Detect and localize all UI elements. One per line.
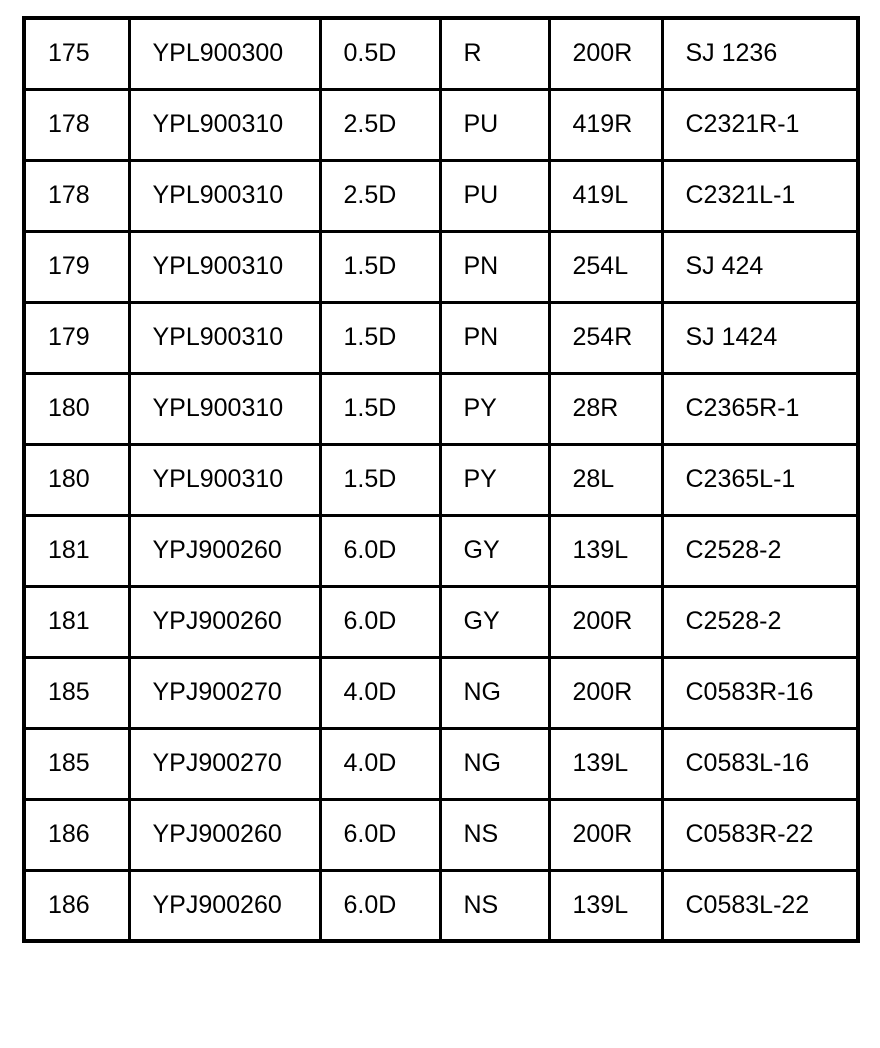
type-code-cell: NS xyxy=(440,870,549,941)
table-row xyxy=(24,302,858,373)
part-code-cell: YPL900310 xyxy=(129,302,320,373)
table-row xyxy=(24,160,858,231)
type-code-cell: NG xyxy=(440,728,549,799)
size-code-cell: 139L xyxy=(549,728,662,799)
type-code-cell: PN xyxy=(440,231,549,302)
part-code-cell: YPL900310 xyxy=(129,444,320,515)
power-cell: 6.0D xyxy=(320,515,440,586)
type-code-cell: PY xyxy=(440,444,549,515)
size-code-cell: 200R xyxy=(549,799,662,870)
table-row xyxy=(24,799,858,870)
power-cell: 2.5D xyxy=(320,89,440,160)
type-code-cell: PY xyxy=(440,373,549,444)
power-cell: 6.0D xyxy=(320,586,440,657)
reference-cell: C2365R-1 xyxy=(662,373,858,444)
part-code-cell: YPL900310 xyxy=(129,373,320,444)
reference-cell: C2321R-1 xyxy=(662,89,858,160)
type-code-cell: R xyxy=(440,18,549,89)
data-table xyxy=(22,16,860,943)
table-row xyxy=(24,18,858,89)
part-code-cell: YPJ900260 xyxy=(129,799,320,870)
row-number-cell: 181 xyxy=(24,586,129,657)
reference-cell: C0583R-16 xyxy=(662,657,858,728)
row-number-cell: 186 xyxy=(24,799,129,870)
type-code-cell: PU xyxy=(440,89,549,160)
reference-cell: SJ 424 xyxy=(662,231,858,302)
part-code-cell: YPL900310 xyxy=(129,160,320,231)
power-cell: 1.5D xyxy=(320,302,440,373)
power-cell: 0.5D xyxy=(320,18,440,89)
power-cell: 1.5D xyxy=(320,373,440,444)
table-row xyxy=(24,89,858,160)
table-row xyxy=(24,515,858,586)
table-row xyxy=(24,728,858,799)
table-row xyxy=(24,870,858,941)
power-cell: 4.0D xyxy=(320,657,440,728)
part-code-cell: YPJ900270 xyxy=(129,657,320,728)
size-code-cell: 254R xyxy=(549,302,662,373)
part-code-cell: YPJ900260 xyxy=(129,870,320,941)
table-row xyxy=(24,586,858,657)
type-code-cell: PN xyxy=(440,302,549,373)
table-body xyxy=(24,18,858,941)
size-code-cell: 419R xyxy=(549,89,662,160)
row-number-cell: 180 xyxy=(24,373,129,444)
reference-cell: SJ 1424 xyxy=(662,302,858,373)
part-code-cell: YPJ900260 xyxy=(129,586,320,657)
power-cell: 6.0D xyxy=(320,799,440,870)
size-code-cell: 139L xyxy=(549,515,662,586)
size-code-cell: 419L xyxy=(549,160,662,231)
type-code-cell: PU xyxy=(440,160,549,231)
size-code-cell: 254L xyxy=(549,231,662,302)
reference-cell: C2365L-1 xyxy=(662,444,858,515)
part-code-cell: YPL900310 xyxy=(129,231,320,302)
reference-cell: C2528-2 xyxy=(662,515,858,586)
row-number-cell: 178 xyxy=(24,160,129,231)
size-code-cell: 28L xyxy=(549,444,662,515)
size-code-cell: 200R xyxy=(549,657,662,728)
row-number-cell: 186 xyxy=(24,870,129,941)
reference-cell: C0583L-22 xyxy=(662,870,858,941)
row-number-cell: 185 xyxy=(24,728,129,799)
reference-cell: C2321L-1 xyxy=(662,160,858,231)
type-code-cell: NS xyxy=(440,799,549,870)
row-number-cell: 175 xyxy=(24,18,129,89)
row-number-cell: 178 xyxy=(24,89,129,160)
reference-cell: C0583L-16 xyxy=(662,728,858,799)
table-row xyxy=(24,373,858,444)
row-number-cell: 179 xyxy=(24,302,129,373)
row-number-cell: 181 xyxy=(24,515,129,586)
part-code-cell: YPL900300 xyxy=(129,18,320,89)
type-code-cell: GY xyxy=(440,586,549,657)
row-number-cell: 185 xyxy=(24,657,129,728)
table-row xyxy=(24,444,858,515)
part-code-cell: YPL900310 xyxy=(129,89,320,160)
table-row xyxy=(24,231,858,302)
reference-cell: C0583R-22 xyxy=(662,799,858,870)
reference-cell: C2528-2 xyxy=(662,586,858,657)
power-cell: 1.5D xyxy=(320,231,440,302)
power-cell: 4.0D xyxy=(320,728,440,799)
type-code-cell: NG xyxy=(440,657,549,728)
part-code-cell: YPJ900260 xyxy=(129,515,320,586)
power-cell: 6.0D xyxy=(320,870,440,941)
reference-cell: SJ 1236 xyxy=(662,18,858,89)
size-code-cell: 200R xyxy=(549,586,662,657)
size-code-cell: 28R xyxy=(549,373,662,444)
table-row xyxy=(24,657,858,728)
size-code-cell: 200R xyxy=(549,18,662,89)
power-cell: 1.5D xyxy=(320,444,440,515)
size-code-cell: 139L xyxy=(549,870,662,941)
type-code-cell: GY xyxy=(440,515,549,586)
power-cell: 2.5D xyxy=(320,160,440,231)
row-number-cell: 180 xyxy=(24,444,129,515)
row-number-cell: 179 xyxy=(24,231,129,302)
part-code-cell: YPJ900270 xyxy=(129,728,320,799)
